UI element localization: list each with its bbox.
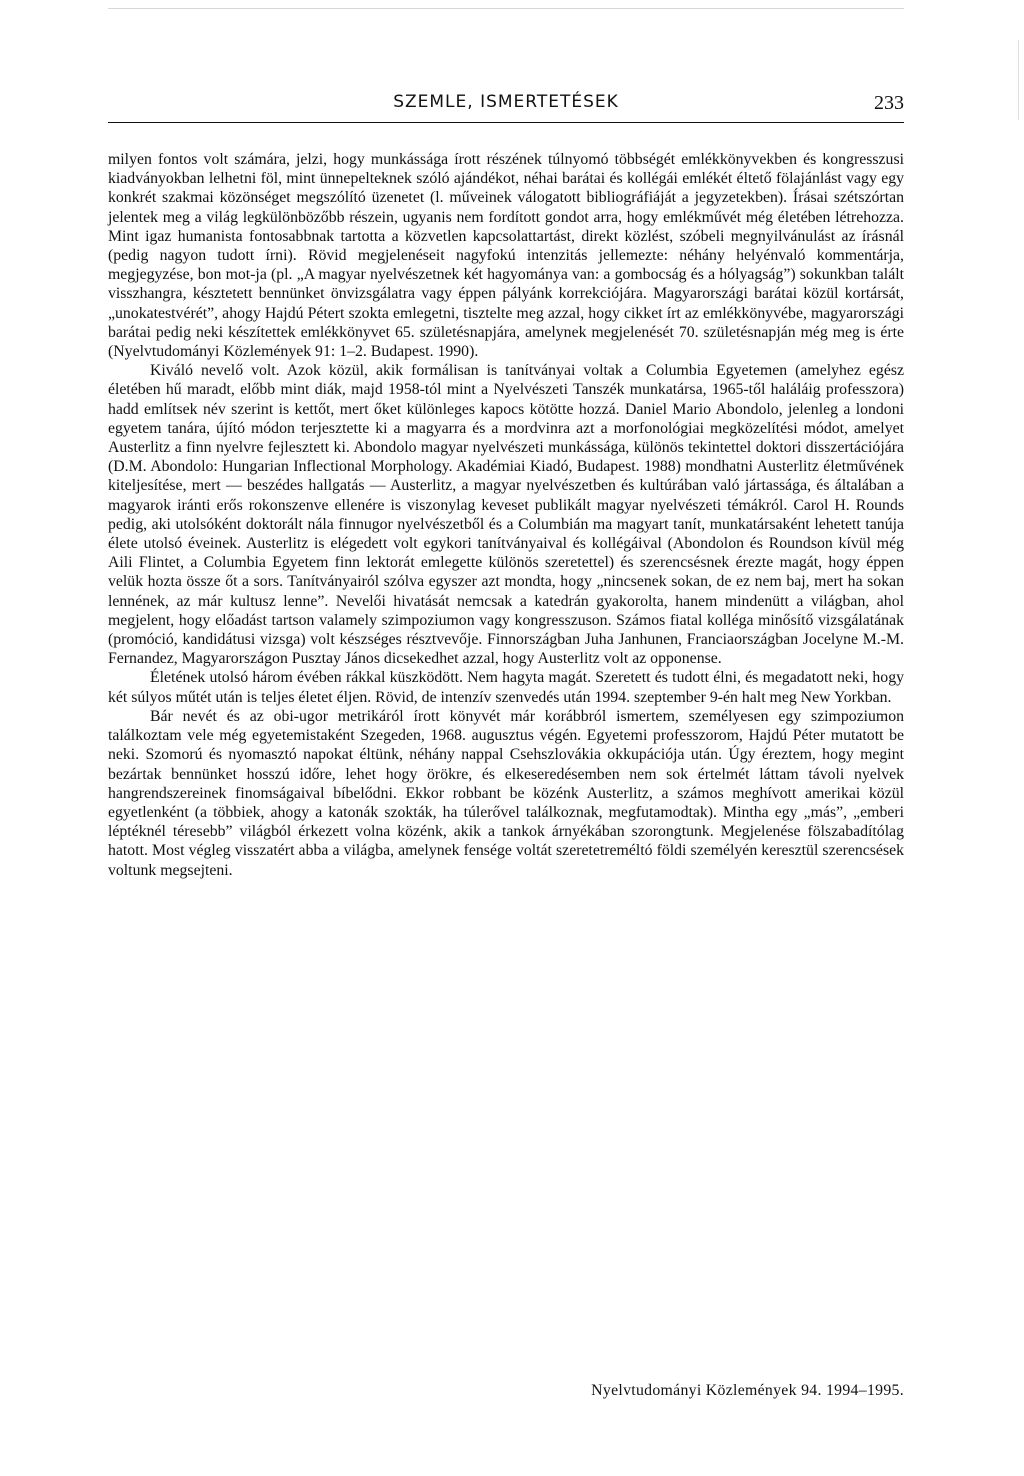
- paragraph-1: milyen fontos volt számára, jelzi, hogy munkássága írott részének túlnyomó többségét emlékkönyvekben és kongresszusi kiadványokban lelhetni föl, mint ünnepelteknek szóló ajándékot, néhai barátai és kollégái emlékét éltető fölajánlást vagy egy konkrét szakmai közönséget megszólító üzenetet (l. műveinek válogatott bibliográfiáját a jegyzetekben). Írásai szétszórtan jelentek meg a világ legkülönbözőbb részein, ugyanis nem fordított gondot arra, hogy emlékművét még életében létrehozza. Mint igaz humanista fontosabbnak tartotta a közvetlen kapcsolattartást, direkt közlést, szóbeli megnyilvánulást az írásnál (pedig nagyon tudott írni). Rövid megjelenéseit nagyfokú intenzitás jellemezte: néhány helyénvaló kommentárja, megjegyzése, bon mot-ja (pl. „A magyar nyelvészetnek két hagyománya van: a gombocság és a hólyagság”) sokunkban talált visszhangra, késztetett bennünket önvizsgálatra vagy éppen pályánk korrekciójára. Magyarországi barátai közül kortársát, „unokatestvérét”, ahogy Hajdú Pétert szokta emlegetni, tisztelte meg azzal, hogy cikket írt az emlékkönyvébe, magyarországi barátai pedig neki készítettek emlékkönyvet 65. születésnapjára, amelynek megjelenését 70. születésnapján még meg is érte (Nyelvtudományi Közlemények 91: 1–2. Budapest. 1990).: [108, 151, 904, 361]
- paragraph-3: Életének utolsó három évében rákkal küszködött. Nem hagyta magát. Szeretett és tudott élni, és megadatott neki, hogy két súlyos műtét után is teljes életet éljen. Rövid, de intenzív szenvedés után 1994. szeptember 9-én halt meg New Yorkban.: [108, 669, 904, 706]
- page-number: 233: [874, 92, 904, 114]
- running-head: SZEMLE, ISMERTETÉSEK: [393, 92, 619, 112]
- journal-footer: Nyelvtudományi Közlemények 94. 1994–1995.: [591, 1382, 904, 1399]
- scan-top-border: [108, 8, 904, 9]
- page-header: [108, 92, 904, 123]
- paragraph-2: Kiváló nevelő volt. Azok közül, akik formálisan is tanítványai voltak a Columbia Egyetemen (amelyhez egész életében hű maradt, előbb mint diák, majd 1958-tól mint a Nyelvészeti Tanszék munkatársa, 1965-től haláláig professzora) hadd említsek név szerint is kettőt, mert őket különleges kapocs kötötte hozzá. Daniel Mario Abondolo, jelenleg a londoni egyetem tanára, újító módon terjesztette ki a magyarra és a mordvinra azt a morfonológiai megközelítési módot, amelyet Austerlitz a finn nyelvre fejlesztett ki. Abondolo magyar nyelvészeti munkássága, különös tekintettel doktori disszertációjára (D.M. Abondolo: Hungarian Inflectional Morphology. Akadémiai Kiadó, Budapest. 1988) mondhatni Austerlitz életművének kiteljesítése, mert — beszédes hallgatás — Austerlitz, a magyar nyelvészetben és kultúrában való jártassága, és általában a magyarok iránti erős rokonszenve ellenére is viszonylag keveset publikált magyar nyelvészeti témákról. Carol H. Rounds pedig, aki utolsóként doktorált nála finnugor nyelvészetből és a Columbián ma magyart tanít, munkatársaként lehetett tanúja élete utolsó éveinek. Austerlitz is elégedett volt egykori tanítványaival és kollégáival (Abondolon és Roundson kívül még Aili Flintet, a Columbia Egyetem finn lektorát emlegette különös szeretettel) és szerencsésnek érezte magát, hogy éppen velük hozta össze őt a sors. Tanítványairól szólva egyszer azt mondta, hogy „nincsenek sokan, de ez nem baj, mert ha sokan lennének, az már kultusz lenne”. Nevelői hivatását nemcsak a katedrán gyakorolta, hanem mindenütt a világban, ahol megjelent, hogy előadást tartson valamely szimpoziumon vagy kongresszuson. Számos fiatal kolléga minősítő vizsgálatának (promóció, kandidátusi vizsga) volt készséges résztvevője. Finnországban Juha Janhunen, Franciaországban Jocelyne M.-M. Fernandez, Magyarországon Pusztay János dicsekedhet azzal, hogy Austerlitz volt az opponense.: [108, 362, 904, 668]
- scan-edge-mark: [1018, 40, 1019, 120]
- body-text: [108, 150, 904, 880]
- paragraph-4: Bár nevét és az obi-ugor metrikáról írott könyvét már korábbról ismertem, személyesen egy szimpoziumon találkoztam vele még egyetemistaként Szegeden, 1968. augusztus végén. Egyetemi professzorom, Hajdú Péter mutatott be neki. Szomorú és nyomasztó napokat éltünk, néhány nappal Csehszlovákia okkupációja után. Úgy éreztem, hogy megint bezártak bennünket hosszú időre, lehet hogy örökre, és elkeseredésemben nem sok értelmét láttam távoli nyelvek hangrendszereinek finomságaival bíbelődni. Ekkor robbant be közénk Austerlitz, a számos meghívott amerikai közül egyetlenként (a többiek, ahogy a katonák szokták, ha túlerővel találkoznak, megfutamodtak). Mintha egy „más”, „emberi léptéknél téresebb” világból érkezett volna közénk, akik a tankok árnyékában szorongtunk. Megjelenése fölszabadítólag hatott. Most végleg visszatért abba a világba, amelynek fensége voltát szeretetreméltó földi személyén keresztül szerencsések voltunk megsejteni.: [108, 707, 904, 879]
